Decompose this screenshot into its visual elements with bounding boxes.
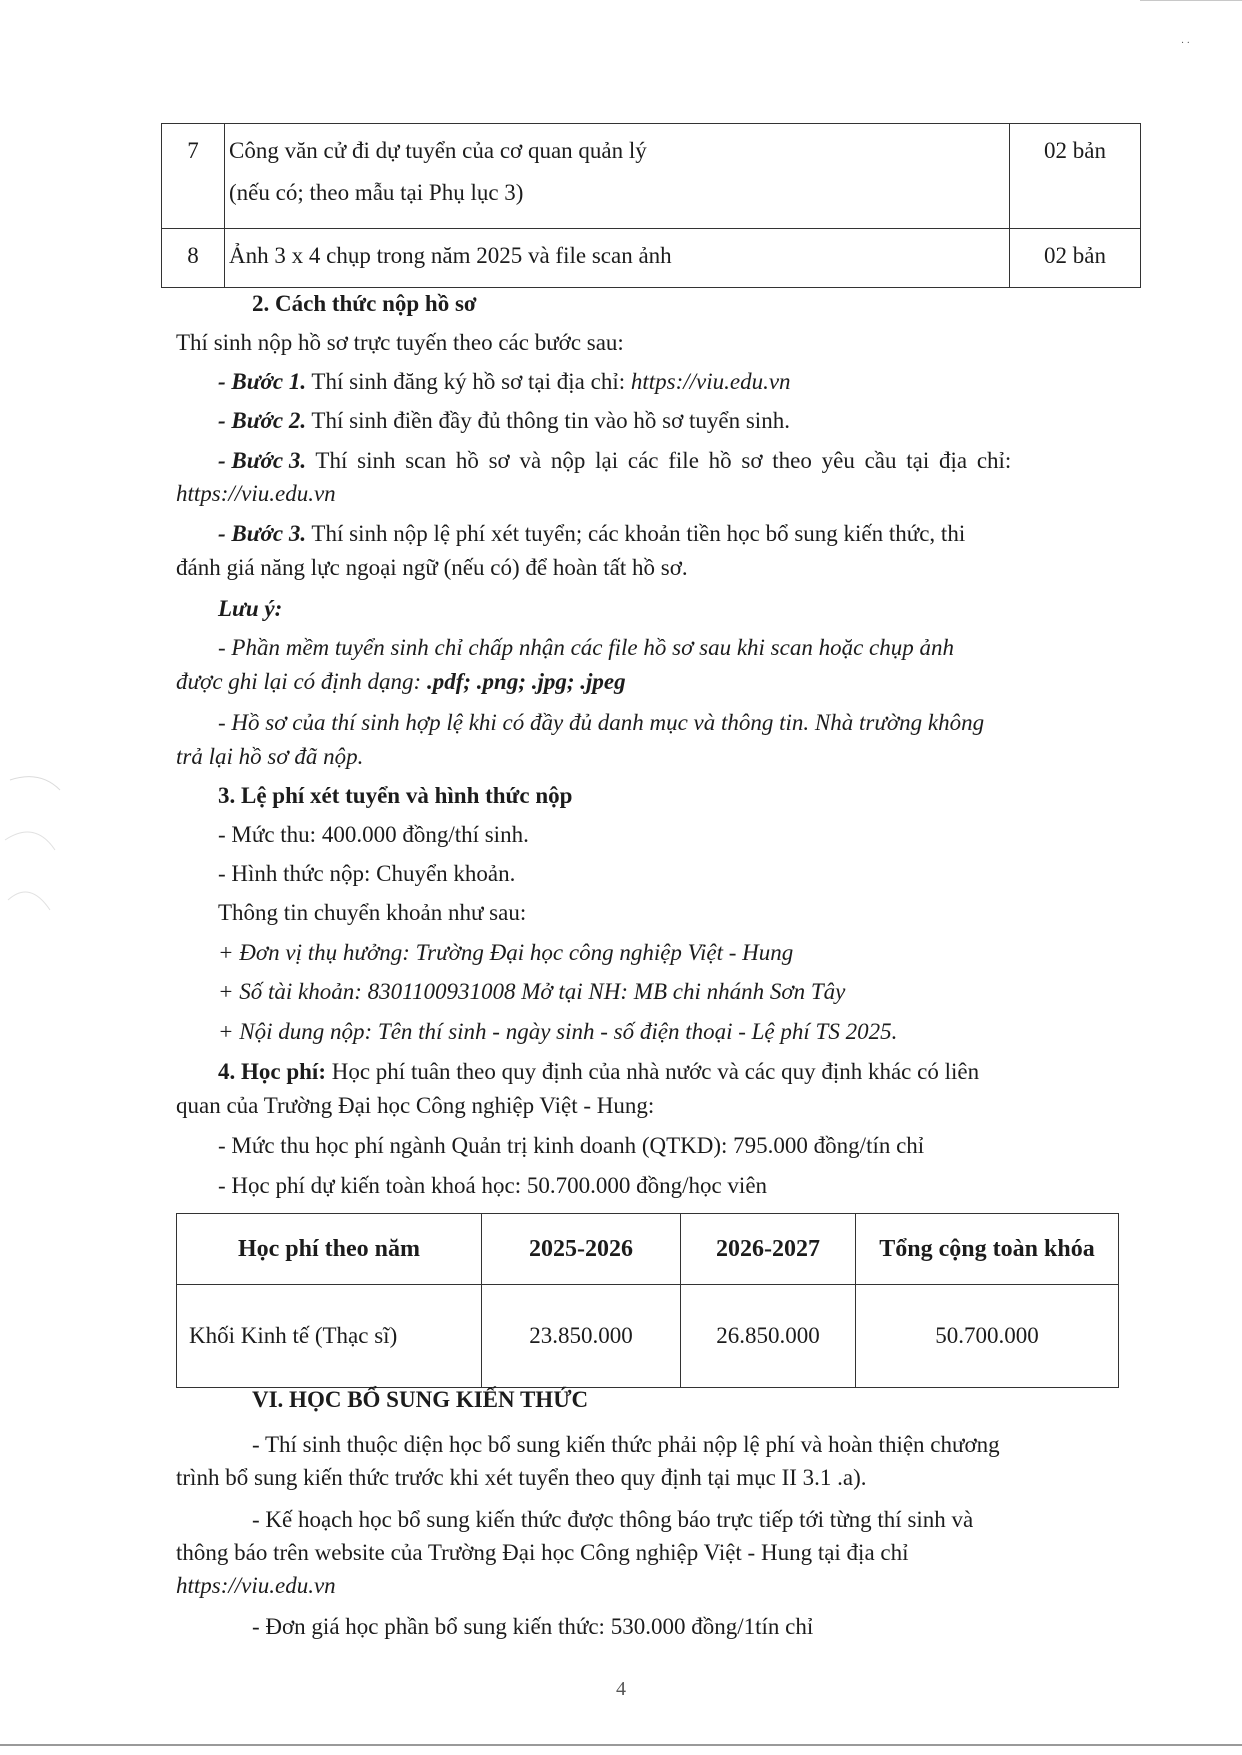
faded-stamp-mark <box>0 760 70 980</box>
step-label: - Bước 3. <box>218 521 307 546</box>
header-total: Tổng cộng toàn khóa <box>856 1214 1119 1285</box>
note-1-continued <box>176 667 626 697</box>
step-label: - Bước 1. <box>218 369 307 394</box>
step-text: Thí sinh scan hồ sơ và nộp lại các file hồ sơ theo yêu cầu tại địa chỉ: <box>306 448 1012 473</box>
tuition-paragraph <box>218 1057 979 1087</box>
table-row <box>162 124 1141 229</box>
step-text: Thí sinh điền đầy đủ thông tin vào hồ sơ tuyển sinh. <box>306 408 790 433</box>
step-4-continued: đánh giá năng lực ngoại ngữ (nếu có) để hoàn tất hồ sơ. <box>176 555 688 580</box>
website-link[interactable]: https://viu.edu.vn <box>176 1573 336 1598</box>
website-link[interactable]: https://viu.edu.vn <box>176 481 336 506</box>
step-text: Thí sinh nộp lệ phí xét tuyển; các khoản tiền học bổ sung kiến thức, thi <box>306 521 966 546</box>
row-number: 7 <box>162 124 225 229</box>
transfer-account: + Số tài khoản: 8301100931008 Mở tại NH: MB chi nhánh Sơn Tây <box>218 979 846 1004</box>
header-year-2025-2026: 2025-2026 <box>482 1214 681 1285</box>
submission-intro: Thí sinh nộp hồ sơ trực tuyến theo các bước sau: <box>176 330 624 355</box>
table-row <box>162 229 1141 288</box>
tuition-text: Học phí tuân theo quy định của nhà nước và các quy định khác có liên <box>325 1059 980 1084</box>
step-label: - Bước 3. <box>218 448 307 473</box>
note-1: - Phần mềm tuyển sinh chỉ chấp nhận các file hồ sơ sau khi scan hoặc chụp ảnh <box>218 635 954 660</box>
supplementary-unit-price: - Đơn giá học phần bổ sung kiến thức: 530.000 đồng/1tín chỉ <box>252 1614 814 1639</box>
step-label: - Bước 2. <box>218 408 307 433</box>
section-heading-submission: 2. Cách thức nộp hồ sơ <box>252 291 477 316</box>
tuition-bullet: - Mức thu học phí ngành Quản trị kinh doanh (QTKD): 795.000 đồng/tín chỉ <box>218 1133 925 1158</box>
row-quantity: 02 bản <box>1010 124 1141 229</box>
row-quantity: 02 bản <box>1010 229 1141 288</box>
row-description-line: Công văn cử đi dự tuyển của cơ quan quản lý <box>229 138 647 163</box>
section-heading-supplementary: VI. HỌC BỔ SUNG KIẾN THỨC <box>252 1387 589 1412</box>
website-link[interactable]: https://viu.edu.vn <box>630 369 791 394</box>
transfer-beneficiary: + Đơn vị thụ hưởng: Trường Đại học công nghiệp Việt - Hung <box>218 940 794 965</box>
table-header-row <box>177 1214 1119 1285</box>
top-rule <box>1140 0 1242 1</box>
row-number: 8 <box>162 229 225 288</box>
note-2: - Hồ sơ của thí sinh hợp lệ khi có đầy đủ danh mục và thông tin. Nhà trường không <box>218 710 985 735</box>
step-3 <box>218 446 1011 476</box>
fee-amount: - Mức thu: 400.000 đồng/thí sinh. <box>218 822 529 847</box>
section-heading-fee: 3. Lệ phí xét tuyển và hình thức nộp <box>218 783 573 808</box>
tuition-bullet: - Học phí dự kiến toàn khoá học: 50.700.000 đồng/học viên <box>218 1173 768 1198</box>
row-description: Ảnh 3 x 4 chụp trong năm 2025 và file scan ảnh <box>225 229 1010 288</box>
step-4 <box>218 519 965 549</box>
supplementary-paragraph: - Thí sinh thuộc diện học bổ sung kiến thức phải nộp lệ phí và hoàn thiện chương <box>252 1432 1000 1457</box>
tuition-fees-table <box>176 1213 1119 1388</box>
note-2-continued: trả lại hồ sơ đã nộp. <box>176 744 364 769</box>
note-text: được ghi lại có định dạng: <box>176 669 427 694</box>
file-formats: .pdf; .png; .jpg; .jpeg <box>426 669 626 694</box>
table-row <box>177 1285 1119 1388</box>
step-text: Thí sinh đăng ký hồ sơ tại địa chỉ: <box>306 369 631 394</box>
cell-year1-fee: 23.850.000 <box>482 1285 681 1388</box>
row-description <box>225 124 1010 229</box>
step-1 <box>218 367 791 397</box>
page-number: 4 <box>616 1678 626 1700</box>
cell-block-name: Khối Kinh tế (Thạc sĩ) <box>177 1285 482 1388</box>
scan-specks: · · <box>1180 38 1190 49</box>
cell-total-fee: 50.700.000 <box>856 1285 1119 1388</box>
supplementary-paragraph-continued: trình bổ sung kiến thức trước khi xét tuyển theo quy định tại mục II 3.1 .a). <box>176 1465 867 1490</box>
tuition-paragraph-continued: quan của Trường Đại học Công nghiệp Việt - Hung: <box>176 1093 655 1118</box>
bottom-rule <box>0 1744 1242 1746</box>
section-heading-tuition: 4. Học phí: <box>218 1059 326 1084</box>
payment-method: - Hình thức nộp: Chuyển khoản. <box>218 861 516 886</box>
supplementary-plan: - Kế hoạch học bổ sung kiến thức được thông báo trực tiếp tới từng thí sinh và <box>252 1507 974 1532</box>
cell-year2-fee: 26.850.000 <box>681 1285 856 1388</box>
documents-table <box>161 123 1141 288</box>
header-fee-by-year: Học phí theo năm <box>177 1214 482 1285</box>
row-description-line: (nếu có; theo mẫu tại Phụ lục 3) <box>229 180 524 205</box>
header-year-2026-2027: 2026-2027 <box>681 1214 856 1285</box>
note-heading: Lưu ý: <box>218 596 283 621</box>
transfer-content: + Nội dung nộp: Tên thí sinh - ngày sinh - số điện thoại - Lệ phí TS 2025. <box>218 1019 898 1044</box>
supplementary-plan-continued: thông báo trên website của Trường Đại học Công nghiệp Việt - Hung tại địa chỉ <box>176 1540 909 1565</box>
step-2 <box>218 406 790 436</box>
transfer-intro: Thông tin chuyển khoản như sau: <box>218 900 527 925</box>
